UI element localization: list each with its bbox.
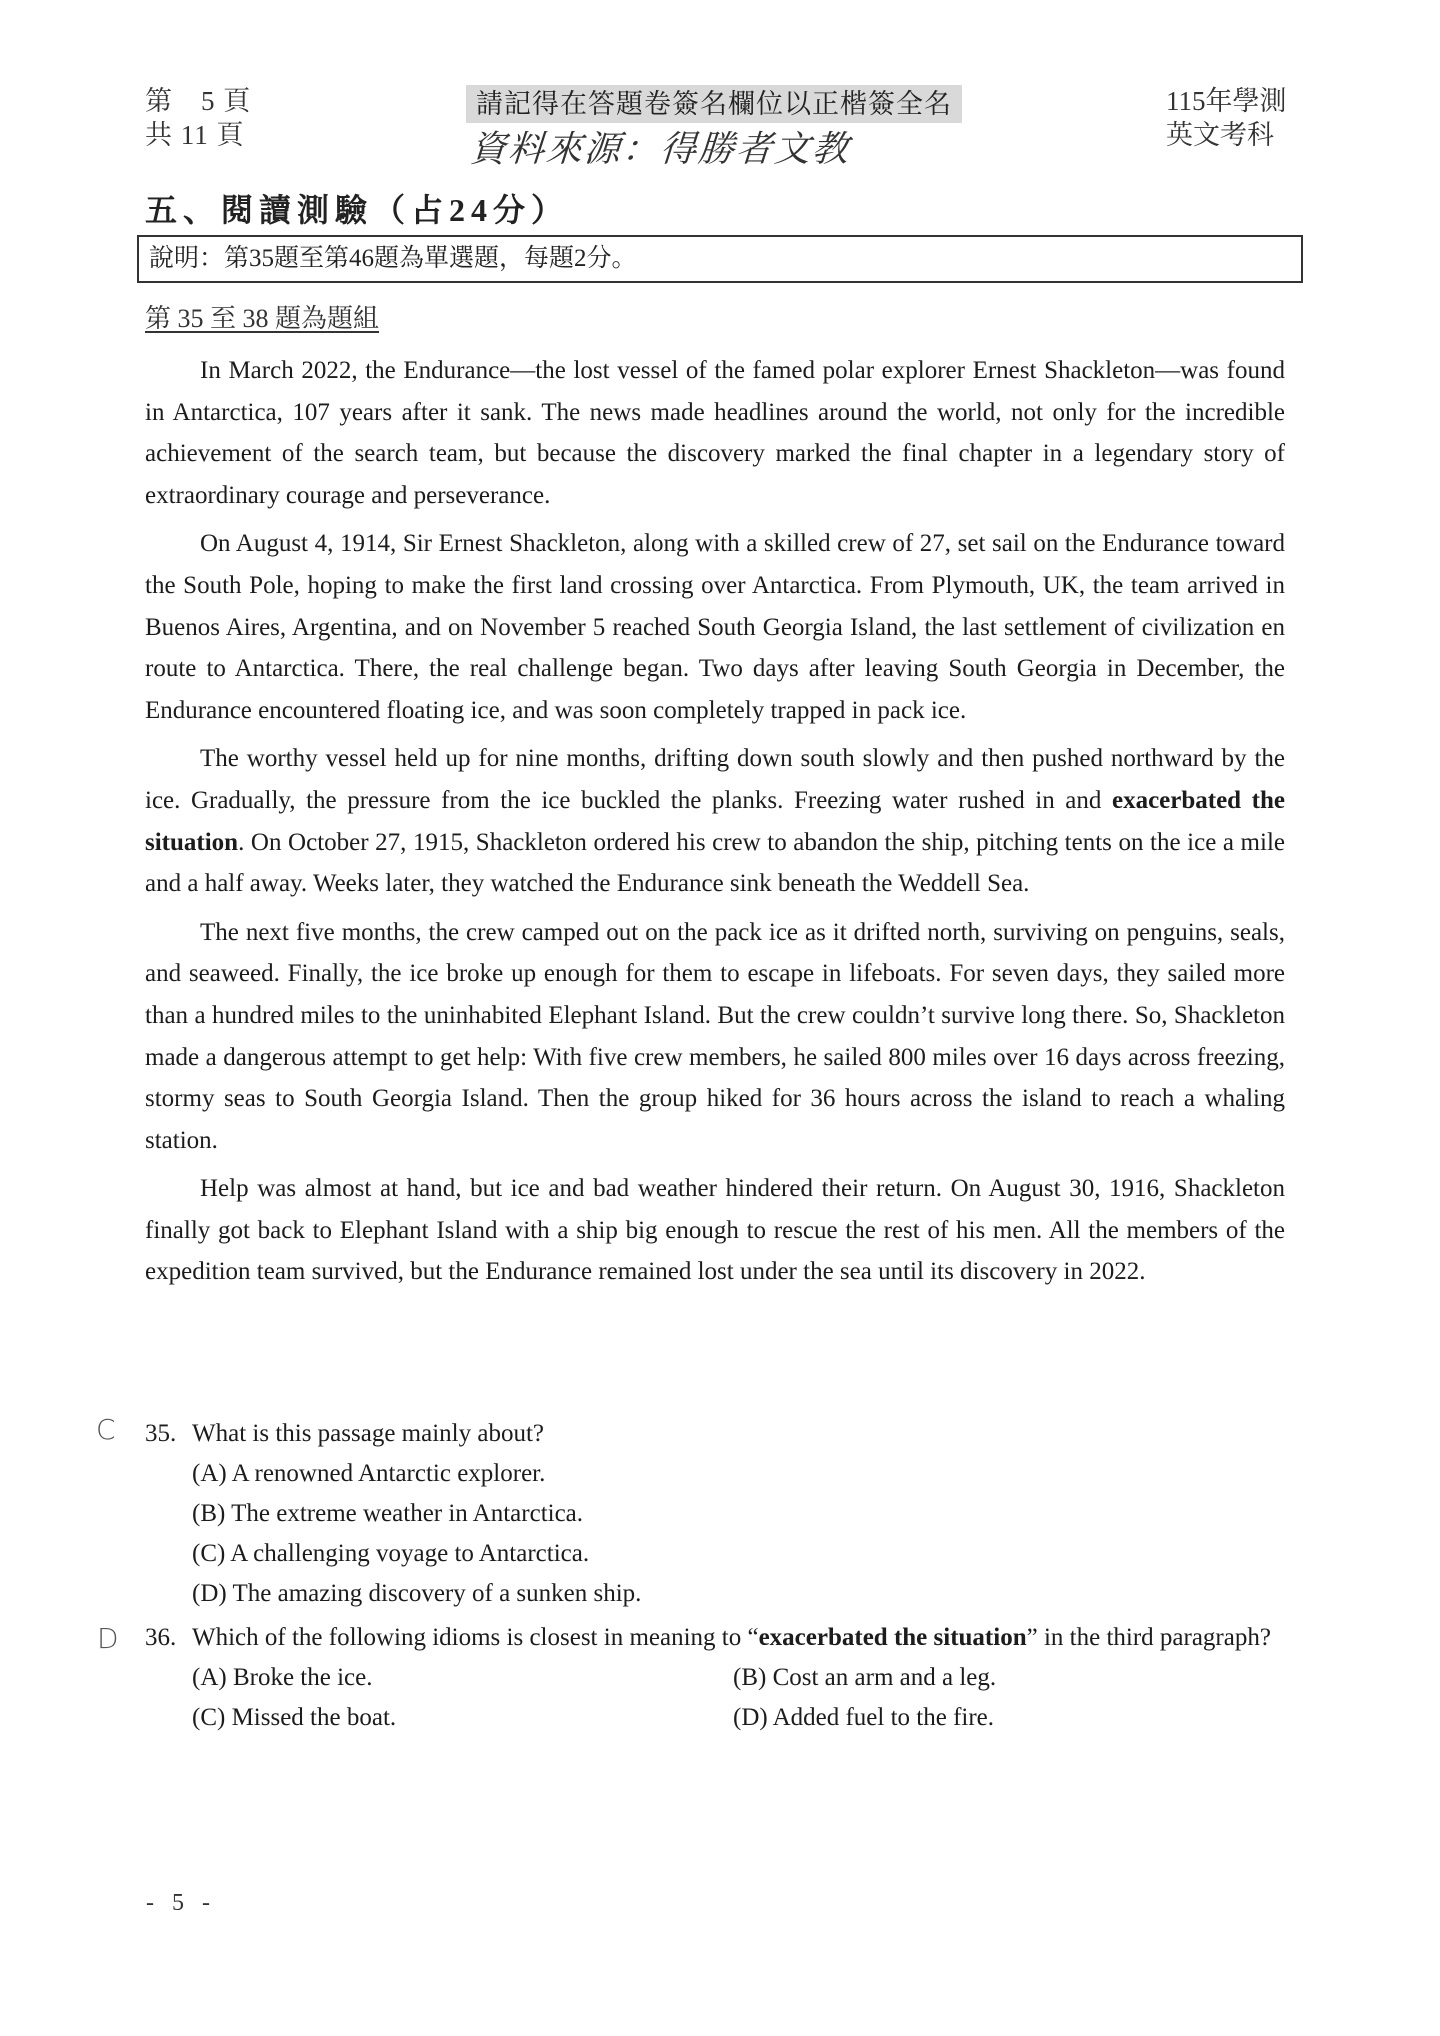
question-35-options [145,1454,1290,1614]
exam-info [1166,84,1287,152]
stem-text-before: Which of the following idioms is closest in meaning to “ [192,1624,759,1651]
option-c[interactable]: (C) A challenging voyage to Antarctica. [192,1540,590,1567]
signature-reminder-banner: 請記得在答題卷簽名欄位以正楷簽全名 [466,85,962,123]
question-number: 35. [145,1420,177,1447]
handwritten-answer-36: D [97,1622,119,1655]
option-a[interactable]: (A) Broke the ice. [192,1664,373,1691]
subject-name: 英文考科 [1166,120,1274,150]
stem-text-after: ” in the third paragraph? [1026,1624,1271,1651]
option-c[interactable]: (C) Missed the boat. [192,1704,397,1731]
instructions-text: 說明：第35題至第46題為單選題，每題2分。 [149,245,637,272]
passage-paragraph-3 [145,738,1285,904]
question-35 [145,1414,1290,1614]
option-d[interactable]: (D) Added fuel to the fire. [733,1704,995,1731]
exam-name: 115年學測 [1166,86,1287,116]
handwritten-source-note: 資料來源：得勝者文教 [468,129,852,170]
passage-paragraph-2: On August 4, 1914, Sir Ernest Shackleton, along with a skilled crew of 27, set sail on the Endurance toward the South Pole, hoping to make the first land crossing over Antarctica. From Plymouth, UK, the team arrived in Buenos Aires, Argentina, and on November 5 reached South Georgia Island, the last settlement of civilization en route to Antarctica. There, the real challenge began. Two days after leaving South Georgia in December, the Endurance encountered floating ice, and was soon completely trapped in pack ice. [145,530,1285,724]
paragraph-3-text-before: The worthy vessel held up for nine months, drifting down south slowly and then pushed northward by the ice. Gradually, the pressure from the ice buckled the planks. Freezing water rushed in and [145,745,1285,814]
page-info [145,84,251,152]
total-pages-label: 共 11 頁 [145,120,245,150]
question-36-stem-row [145,1618,1290,1658]
question-number: 36. [145,1624,177,1651]
option-d[interactable]: (D) The amazing discovery of a sunken ship. [192,1580,642,1607]
highlighted-phrase: exacerbated the situation [145,786,1285,856]
passage-paragraph-4: The next five months, the crew camped out on the pack ice as it drifted north, surviving on penguins, seals, and seaweed. Finally, the ice broke up enough for them to escape in lifeboats. For seven days, they sailed more than a hundred miles to the uninhabited Elephant Island. But the crew couldn’t survive long there. So, Shackleton made a dangerous attempt to get help: With five crew members, he sailed 800 miles over 16 days across freezing, stormy seas to South Georgia Island. Then the group hiked for 36 hours across the island to reach a whaling station. [145,918,1285,1154]
question-36 [145,1618,1290,1738]
option-b[interactable]: (B) Cost an arm and a leg. [733,1664,997,1691]
page-label: 第 5 頁 [145,86,252,116]
option-a[interactable]: (A) A renowned Antarctic explorer. [192,1460,546,1487]
reading-passage [145,350,1285,1300]
question-stem [192,1618,1290,1658]
handwritten-answer-35: C [96,1413,116,1446]
page-number: - 5 - [146,1890,216,1916]
instructions-box [137,235,1303,283]
passage-paragraph-1: In March 2022, the Endurance—the lost vessel of the famed polar explorer Ernest Shackleton—was found in Antarctica, 107 years after it sank. The news made headlines around the world, not only for the incredible achievement of the search team, but because the discovery marked the final chapter in a legendary story of extraordinary courage and perseverance. [145,357,1285,509]
section-title: 五、閱讀測驗（占24分） [145,192,570,228]
stem-highlighted-phrase: exacerbated the situation [758,1624,1027,1651]
question-group-title: 第 35 至 38 題為題組 [145,304,380,333]
option-b[interactable]: (B) The extreme weather in Antarctica. [192,1500,584,1527]
question-stem: What is this passage mainly about? [192,1420,545,1447]
question-36-options [145,1658,1290,1738]
passage-paragraph-5: Help was almost at hand, but ice and bad weather hindered their return. On August 30, 1916, Shackleton finally got back to Elephant Island with a ship big enough to rescue the rest of his men. All the members of the expedition team survived, but the Endurance remained lost under the sea until its discovery in 2022. [145,1175,1285,1286]
question-35-stem-row [145,1414,1290,1454]
paragraph-3-text-after: . On October 27, 1915, Shackleton ordered his crew to abandon the ship, pitching tents on the ice a mile and a half away. Weeks later, they watched the Endurance sink beneath the Weddell Sea. [145,828,1285,898]
